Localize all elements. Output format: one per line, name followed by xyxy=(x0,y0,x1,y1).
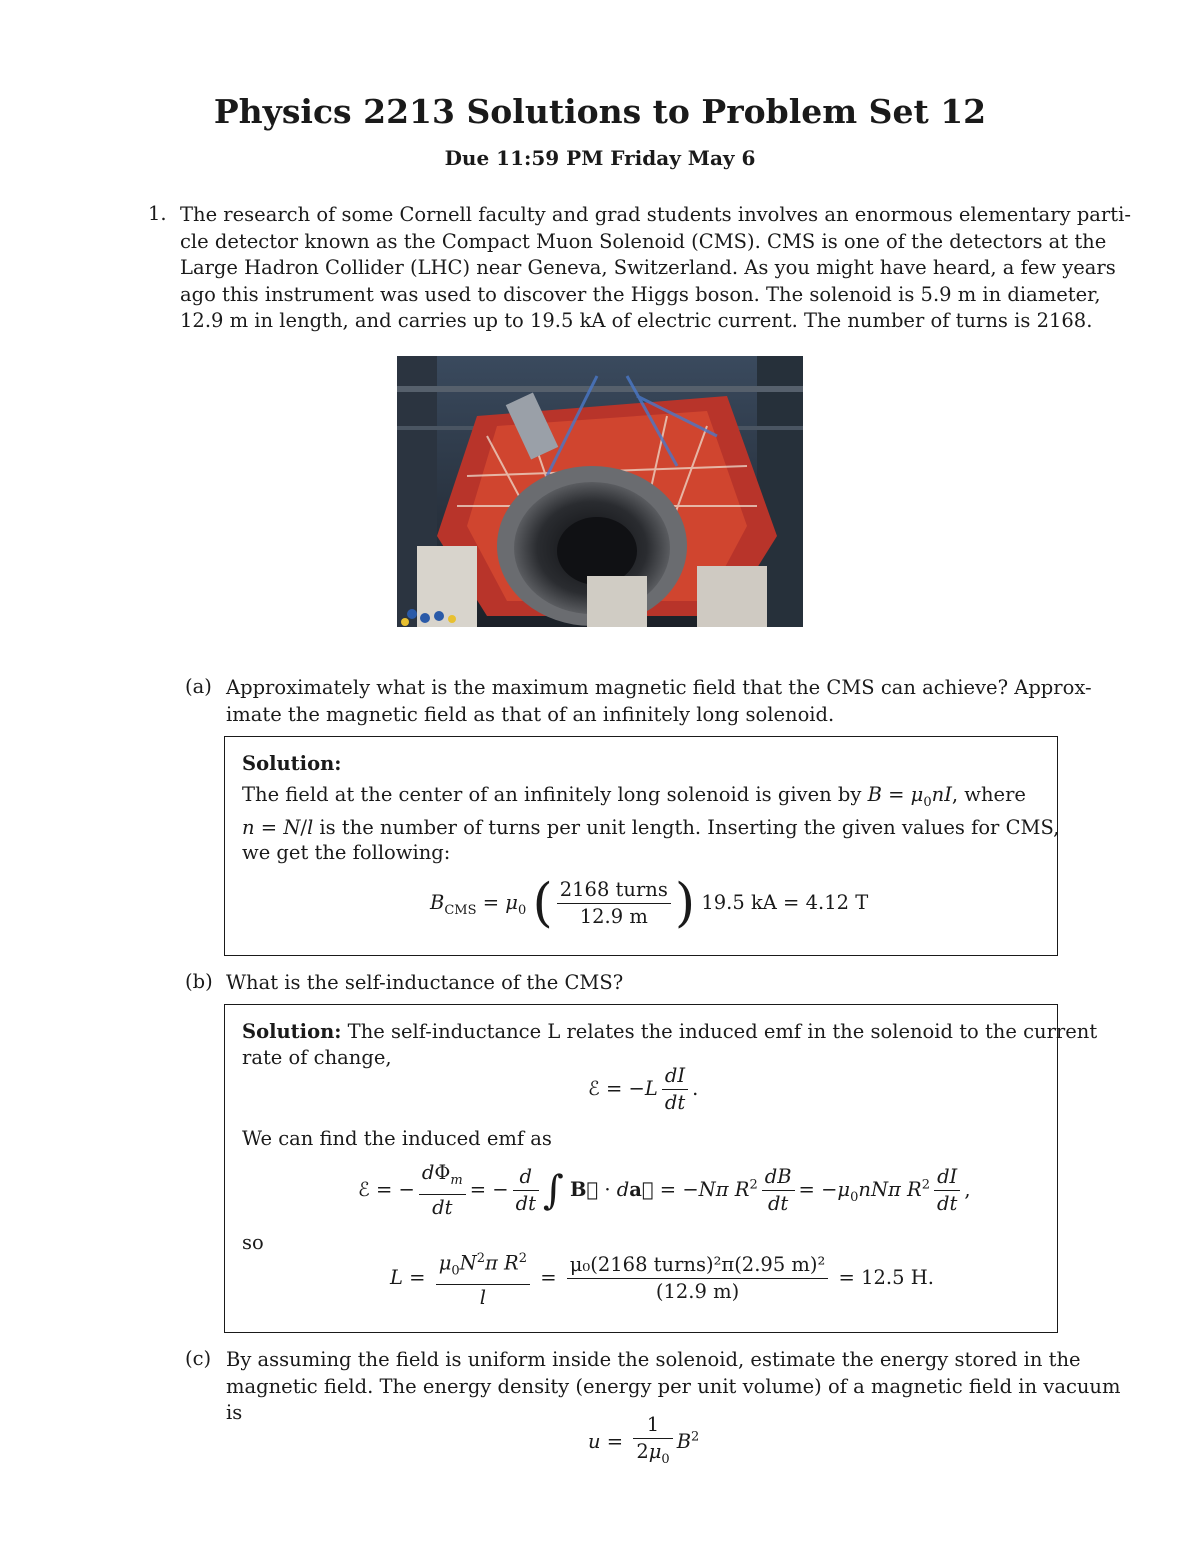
solution-b-text-segment: The self-inductance L relates the induced emf in the solenoid to the current xyxy=(341,1020,1098,1043)
solution-a-line: we get the following: xyxy=(242,841,451,865)
solution-b-line xyxy=(242,1019,1098,1045)
problem-number: 1. xyxy=(148,202,167,225)
solution-a-text-segment: The field at the center of an infinitely long solenoid is given by xyxy=(242,782,868,806)
cms-detector-photo xyxy=(397,356,803,627)
part-a-question xyxy=(226,675,1092,728)
solution-b-line: rate of change, xyxy=(242,1045,392,1069)
eq-denominator: 12.9 m xyxy=(579,905,648,928)
problem-line: cle detector known as the Compact Muon Solenoid (CMS). CMS is one of the detectors at the xyxy=(180,229,1107,253)
solution-a-text-segment: , where xyxy=(951,782,1026,806)
energy-density-equation: u = $\frac{1}{2\mu_0}$ $B^2$ xyxy=(588,1413,700,1467)
problem-line: The research of some Cornell faculty and grad students involves an enormous elementary parti- xyxy=(180,203,1131,226)
inductance-numerator: μ₀(2168 turns)²π(2.95 m)² xyxy=(567,1252,829,1279)
part-b-question: What is the self-inductance of the CMS? xyxy=(226,971,624,994)
part-c-line: is xyxy=(226,1401,243,1424)
part-a-line: imate the magnetic field as that of an infinitely long solenoid. xyxy=(226,702,835,726)
problem-statement xyxy=(180,202,1131,335)
solution-a-text xyxy=(242,751,1060,866)
eq-result: 19.5 kA = 4.12 T xyxy=(701,891,869,914)
solution-label: Solution: xyxy=(242,1020,342,1043)
solution-a-line: The field at the center of an infinitely long solenoid is given by $B = \mu_0nI$, where xyxy=(242,782,1026,810)
part-c-line: By assuming the field is uniform inside the solenoid, estimate the energy stored in the xyxy=(226,1348,1081,1371)
inductance-denominator: (12.9 m) xyxy=(655,1280,740,1304)
induced-emf-equation: ℰ = − $\frac{d\Phi_m}{dt}$ = − $\frac{d}{dt}$ ∫ B⃗ · da⃗ = −Nπ $R^2$ $\frac{dB}{dt}$ = $-\mu_0nN\pi$ $R^2$ $\frac{dI}{dt}$ , xyxy=(358,1161,971,1219)
part-a-label: (a) xyxy=(185,675,212,698)
page-title: Physics 2213 Solutions to Problem Set 12 xyxy=(213,92,987,131)
part-c-line: magnetic field. The energy density (energy per unit volume) of a magnetic field in vacuum xyxy=(226,1374,1121,1398)
problem-line: 12.9 m in length, and carries up to 19.5 kA of electric current. The number of turns is 2168. xyxy=(180,309,1093,332)
bcms-equation: $B_{CMS} = \mu_0$ ( $\frac{\text{2168 turns}}{12.9 m}$ ) 19.5 kA = 4.12 T xyxy=(430,873,869,934)
solution-a-text-segment: is the number of turns per unit length. Inserting the given values for CMS, xyxy=(313,815,1060,839)
emf-equation: ℰ = −L $\frac{dI}{dt}$ . xyxy=(588,1064,699,1114)
solution-label: Solution: xyxy=(242,752,342,775)
problem-line: Large Hadron Collider (LHC) near Geneva, Switzerland. As you might have heard, a few years xyxy=(180,256,1116,279)
eq-numerator: 2168 turns xyxy=(557,877,671,904)
problem-line: ago this instrument was used to discover the Higgs boson. The solenoid is 5.9 m in diameter, xyxy=(180,282,1101,306)
part-a-line: Approximately what is the maximum magnetic field that the CMS can achieve? Approx- xyxy=(226,676,1092,699)
part-b-label: (b) xyxy=(185,970,213,993)
due-date: Due 11:59 PM Friday May 6 xyxy=(444,146,756,170)
part-c-label: (c) xyxy=(185,1347,212,1370)
solution-b-line: We can find the induced emf as xyxy=(242,1127,552,1150)
solution-b-so: so xyxy=(242,1231,264,1254)
inductance-equation: L = $\frac{\mu_0N^2\pi R^2}{l}$ = $\frac{\text{μ₀(2168 turns)²π(2.95 m)²}}{(12.9 m)}$ = 12.5 H. xyxy=(390,1246,934,1311)
solution-a-line: n = N/l is the number of turns per unit length. Inserting the given values for CMS, xyxy=(242,815,1060,839)
inductance-result: = 12.5 H. xyxy=(838,1266,934,1290)
